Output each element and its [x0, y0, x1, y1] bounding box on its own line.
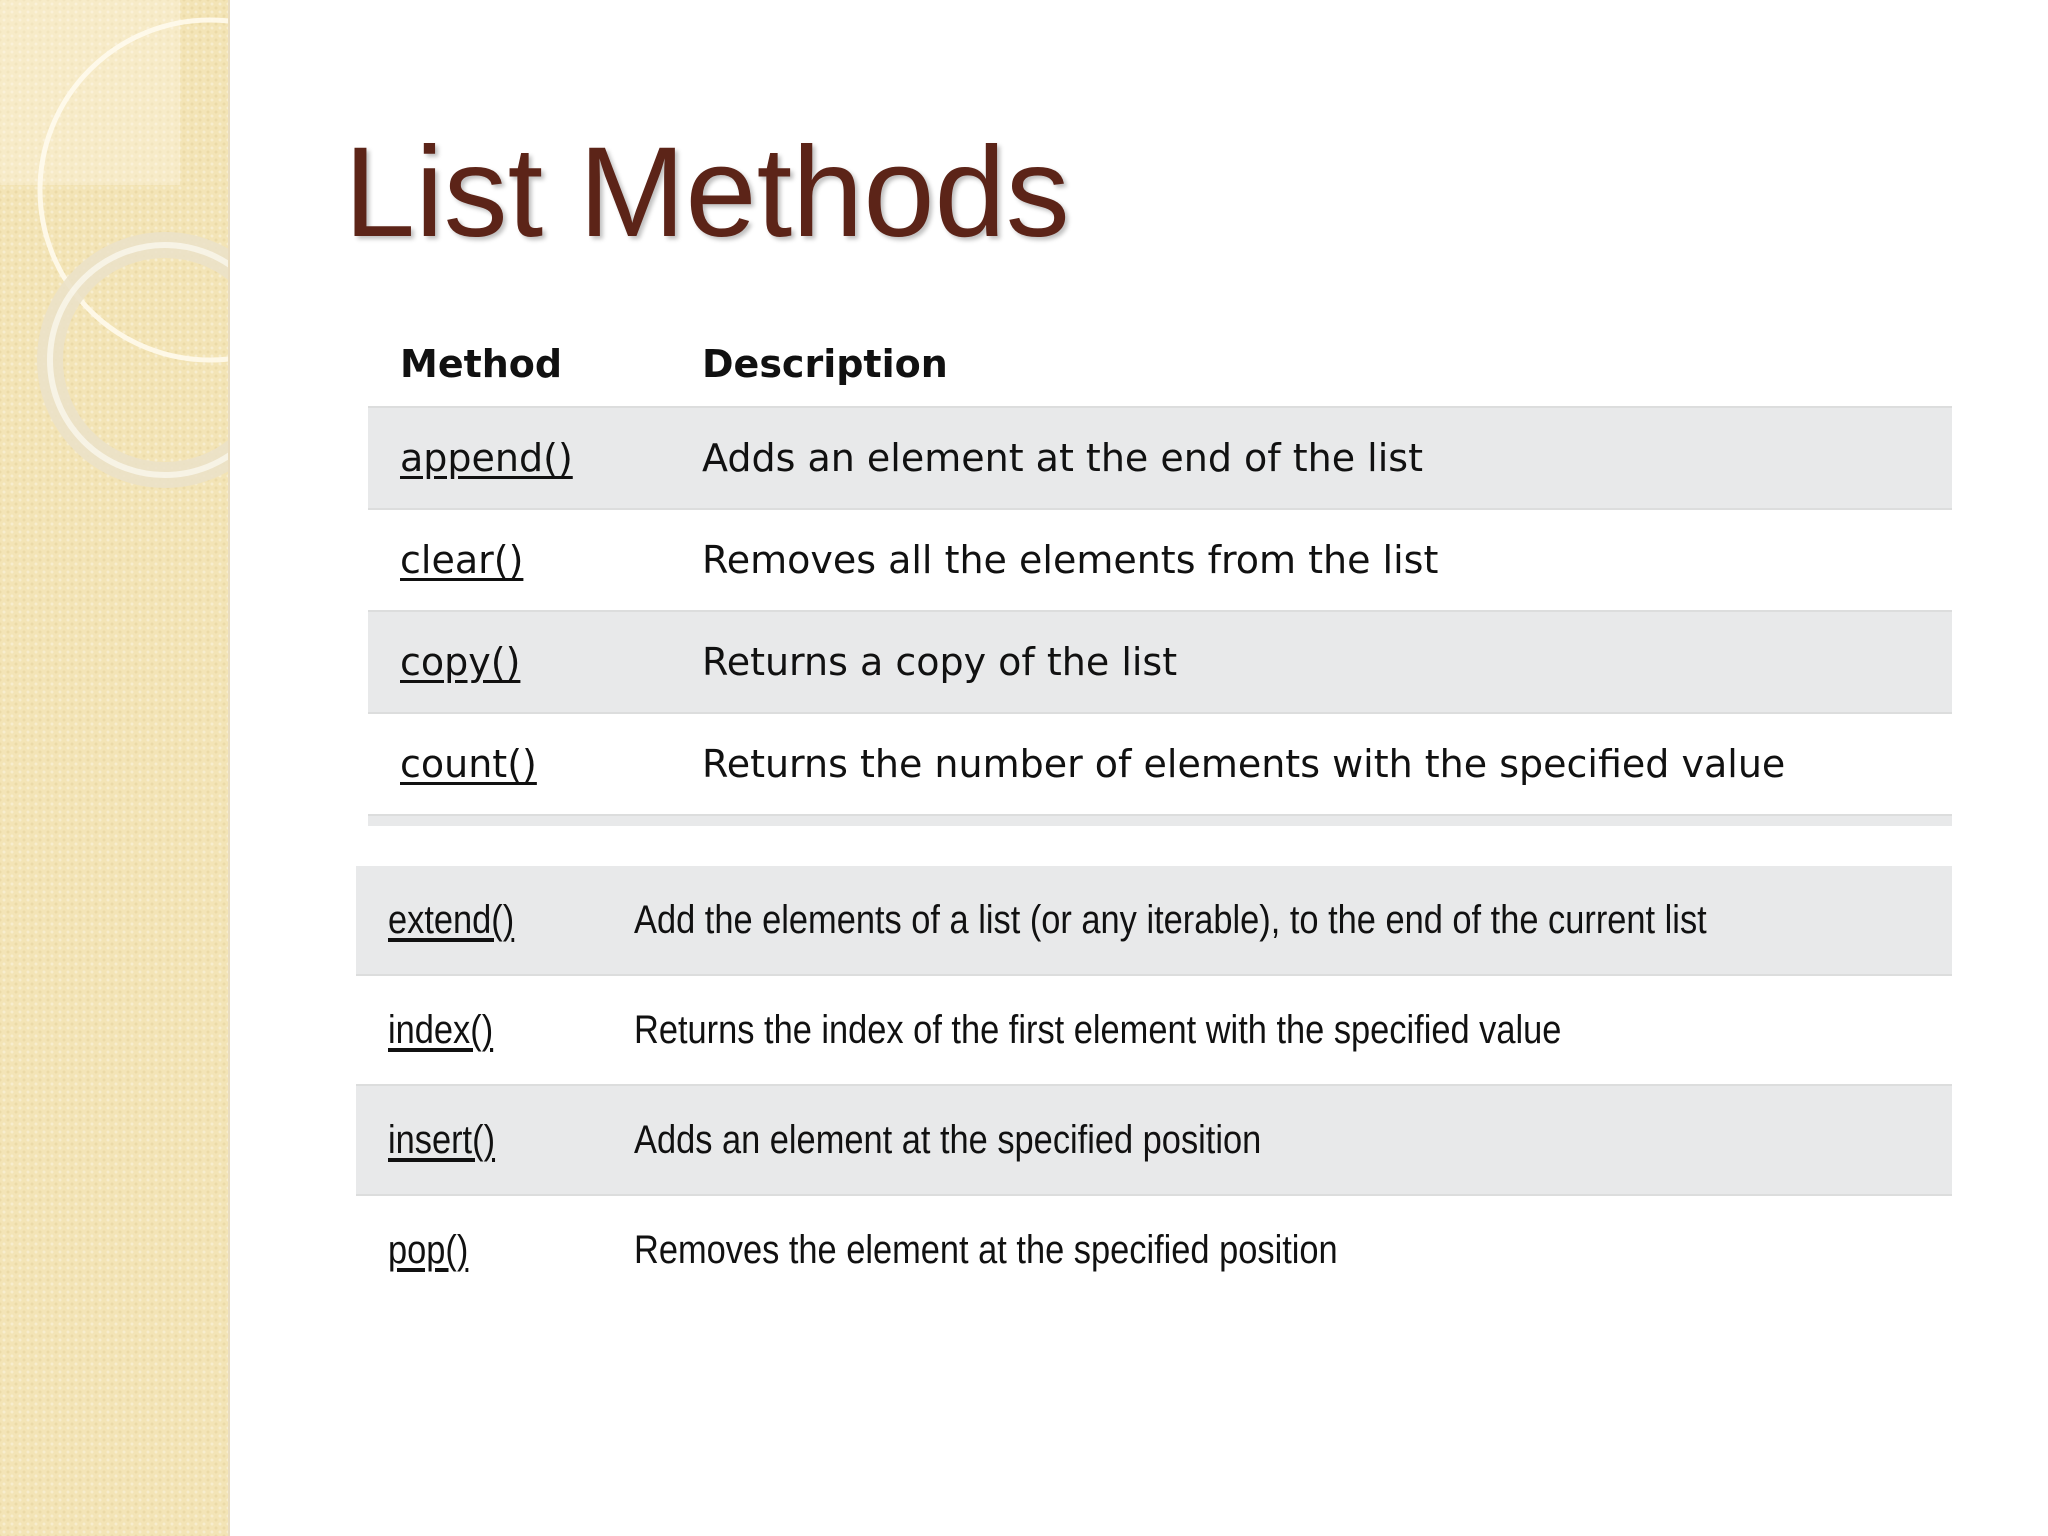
method-link-append[interactable]: append() [400, 436, 573, 480]
method-description: Returns a copy of the list [702, 640, 1178, 684]
methods-table-secondary [356, 866, 1952, 1304]
method-link-clear[interactable]: clear() [400, 538, 524, 582]
method-description: Returns the number of elements with the specified value [702, 742, 1786, 786]
method-link-insert[interactable]: insert() [388, 1118, 496, 1162]
methods-table-primary [368, 318, 1952, 826]
slide-title: List Methods [344, 121, 1070, 264]
header-description: Description [702, 342, 948, 386]
header-method: Method [400, 342, 563, 386]
decorative-rings [0, 0, 228, 520]
table-header-row [368, 318, 1952, 406]
method-description: Adds an element at the end of the list [702, 436, 1423, 480]
table-row [356, 1086, 1952, 1196]
table-row [368, 712, 1952, 814]
method-description: Adds an element at the specified position [634, 1118, 1262, 1162]
method-link-copy[interactable]: copy() [400, 640, 521, 684]
method-description: Removes the element at the specified position [634, 1228, 1338, 1272]
table-row [368, 406, 1952, 508]
table-row [356, 976, 1952, 1086]
table-row [368, 508, 1952, 610]
method-description: Removes all the elements from the list [702, 538, 1439, 582]
method-link-pop[interactable]: pop() [388, 1228, 469, 1272]
table-row [368, 610, 1952, 712]
table-row [356, 1196, 1952, 1304]
method-description: Returns the index of the first element with the specified value [634, 1008, 1562, 1052]
method-link-extend[interactable]: extend() [388, 898, 515, 942]
method-link-count[interactable]: count() [400, 742, 537, 786]
method-link-index[interactable]: index() [388, 1008, 494, 1052]
decorative-side-panel [0, 0, 230, 1536]
table-row [356, 866, 1952, 976]
table-bottom-edge [368, 814, 1952, 826]
method-description: Add the elements of a list (or any iterable), to the end of the current list [634, 898, 1707, 942]
